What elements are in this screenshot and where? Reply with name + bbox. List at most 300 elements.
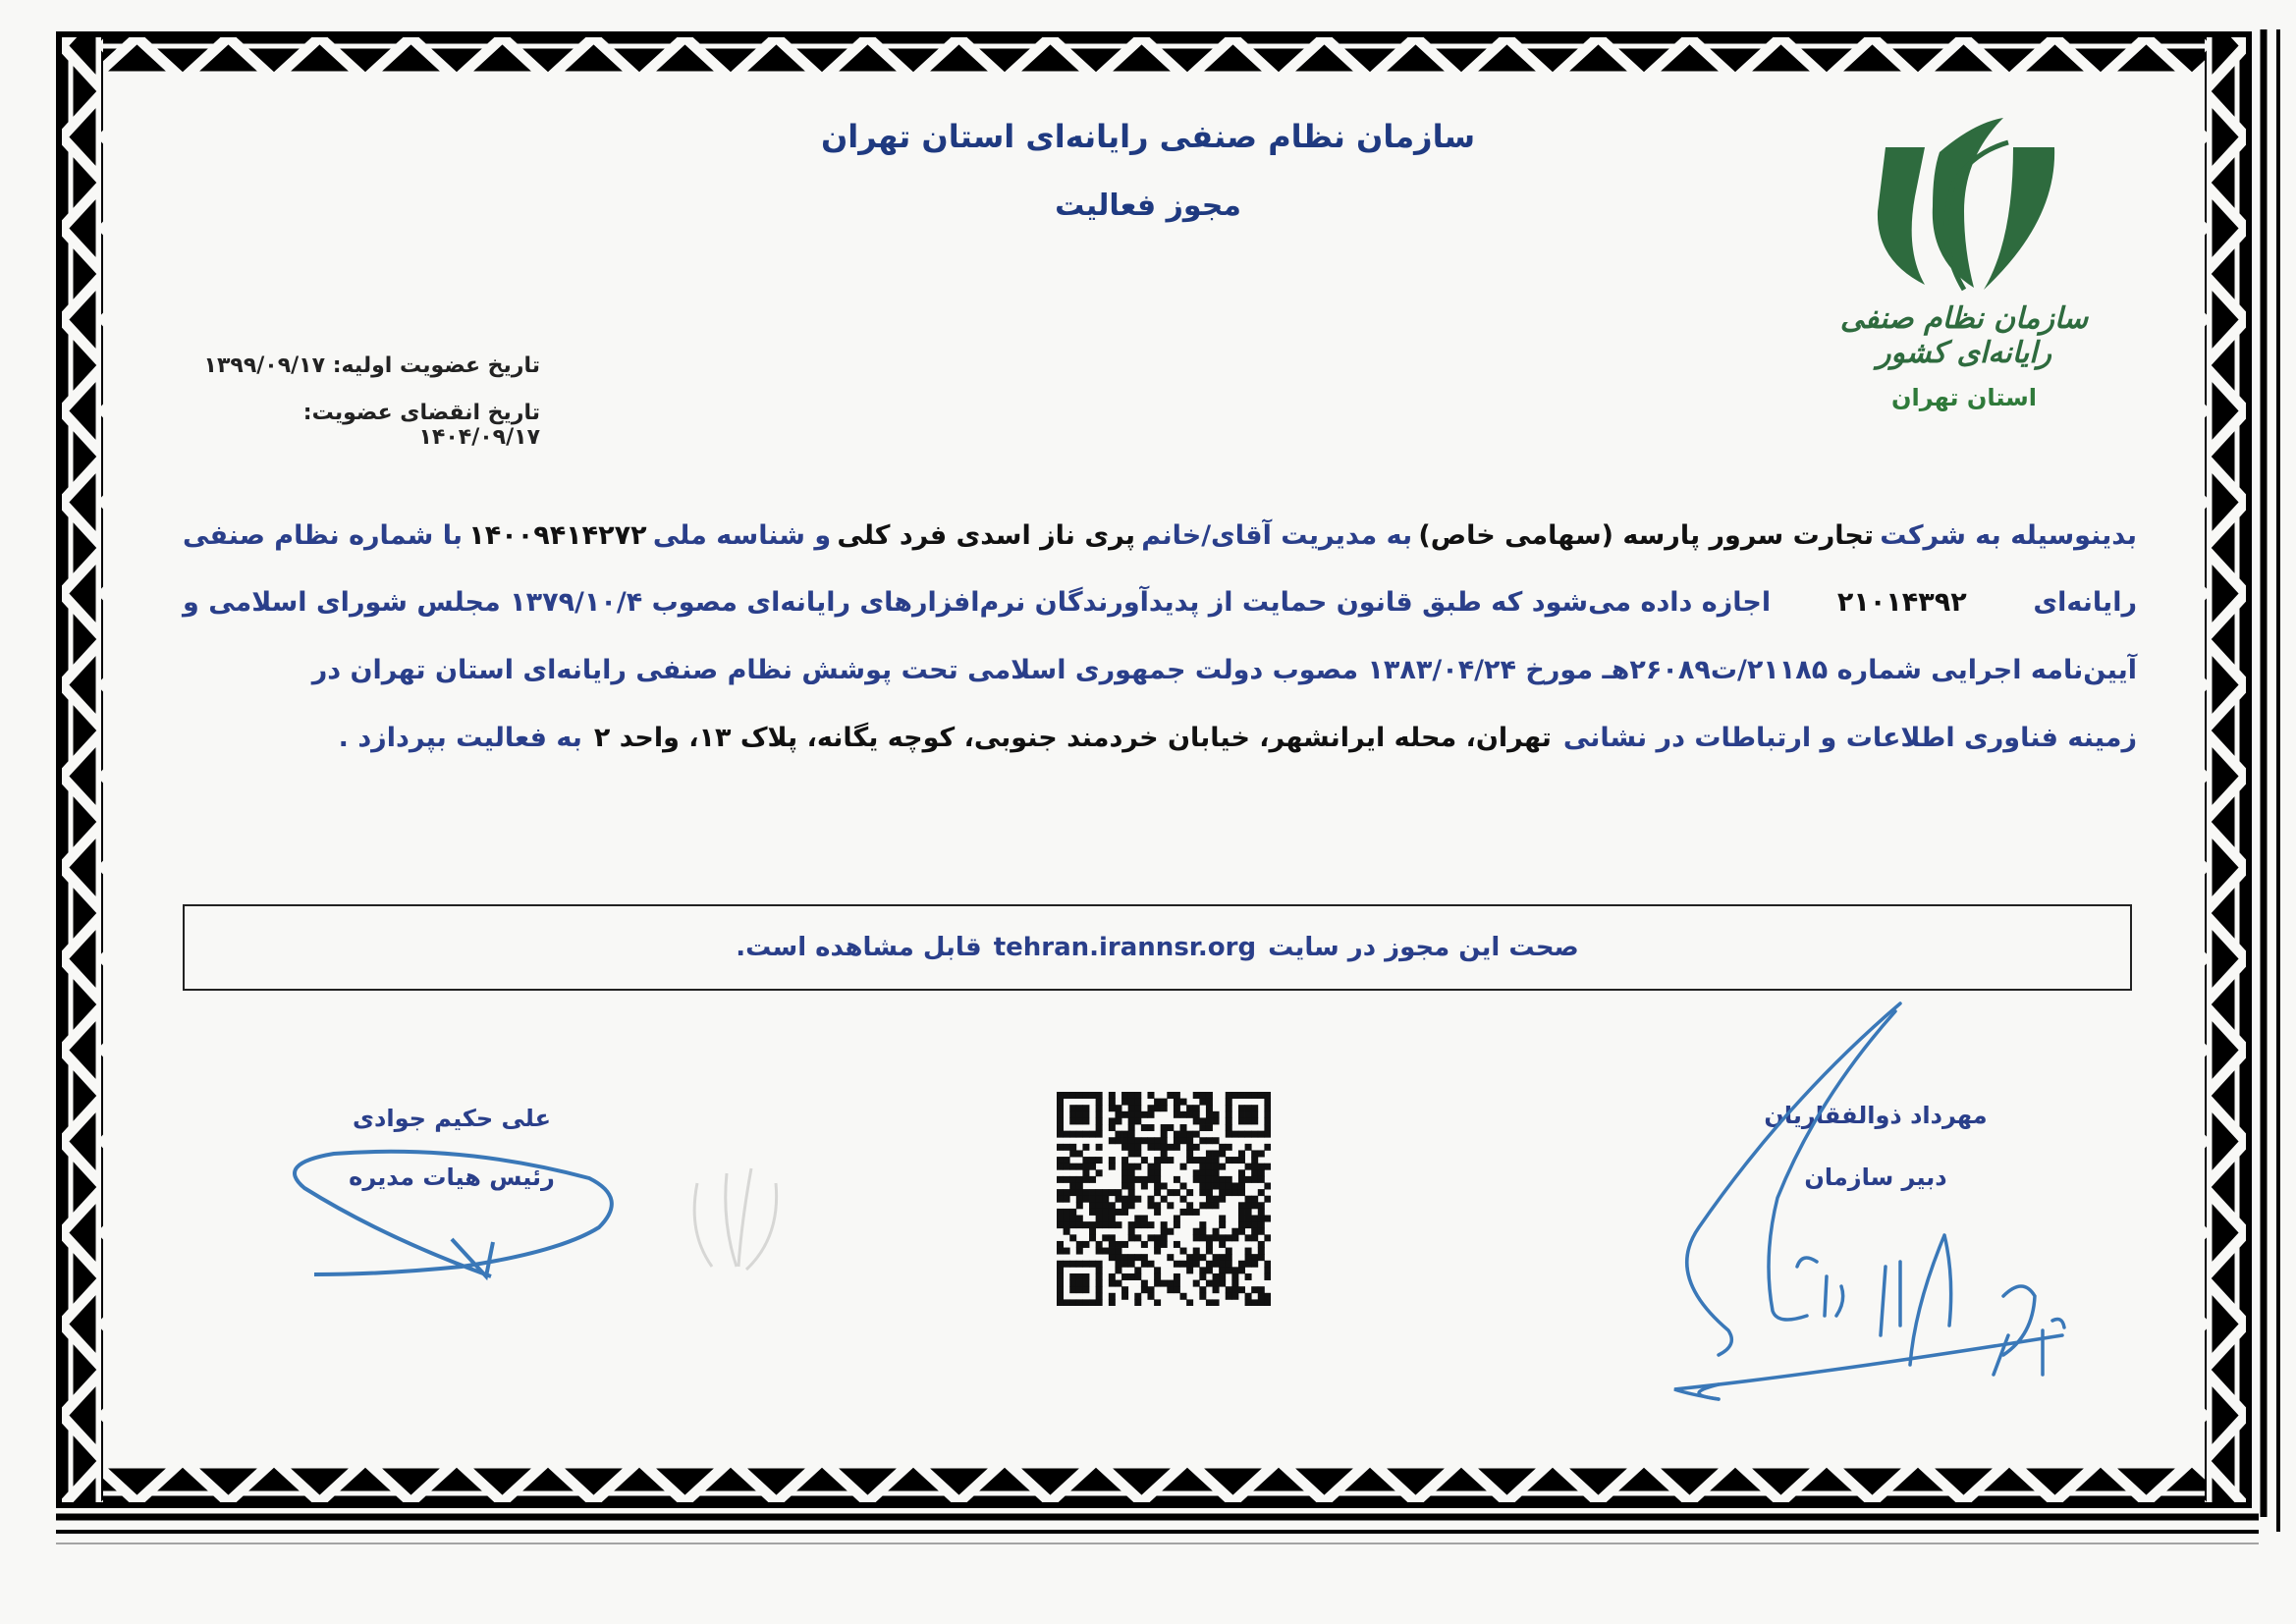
qr-module bbox=[1180, 1196, 1187, 1203]
qr-module bbox=[1082, 1261, 1089, 1268]
qr-module bbox=[1064, 1216, 1070, 1222]
qr-module bbox=[1213, 1228, 1220, 1235]
qr-module bbox=[1161, 1105, 1168, 1111]
qr-module bbox=[1064, 1228, 1070, 1235]
qr-module bbox=[1245, 1234, 1252, 1241]
qr-module bbox=[1219, 1221, 1226, 1228]
verification-prefix: صحت این مجوز در سایت bbox=[1268, 933, 1579, 962]
qr-module bbox=[1121, 1164, 1128, 1170]
qr-module bbox=[1226, 1144, 1232, 1151]
qr-module bbox=[1258, 1189, 1265, 1196]
qr-module bbox=[1258, 1131, 1265, 1138]
qr-module bbox=[1069, 1216, 1076, 1222]
qr-module bbox=[1141, 1137, 1148, 1144]
qr-module bbox=[1096, 1299, 1103, 1306]
qr-module bbox=[1219, 1261, 1226, 1268]
qr-module bbox=[1245, 1111, 1252, 1118]
qr-module bbox=[1096, 1144, 1103, 1151]
qr-module bbox=[1115, 1254, 1121, 1261]
qr-module bbox=[1251, 1164, 1258, 1170]
qr-module bbox=[1186, 1157, 1193, 1164]
qr-module bbox=[1134, 1150, 1141, 1157]
qr-module bbox=[1082, 1131, 1089, 1138]
qr-module bbox=[1082, 1221, 1089, 1228]
qr-module bbox=[1251, 1176, 1258, 1183]
qr-module bbox=[1115, 1241, 1121, 1248]
verification-website-link[interactable]: tehran.irannsr.org bbox=[993, 933, 1257, 962]
qr-module bbox=[1141, 1124, 1148, 1131]
qr-module bbox=[1206, 1157, 1213, 1164]
qr-module bbox=[1154, 1248, 1161, 1255]
qr-module bbox=[1206, 1099, 1213, 1106]
qr-module bbox=[1258, 1176, 1265, 1183]
logo-name: سازمان نظام صنفی رایانه‌ای کشور bbox=[1839, 301, 2089, 370]
qr-module bbox=[1199, 1267, 1206, 1273]
qr-module bbox=[1213, 1111, 1220, 1118]
qr-module bbox=[1102, 1221, 1109, 1228]
qr-module bbox=[1057, 1273, 1064, 1280]
qr-module bbox=[1199, 1176, 1206, 1183]
qr-module bbox=[1109, 1234, 1116, 1241]
qr-module bbox=[1109, 1293, 1116, 1300]
qr-module bbox=[1089, 1157, 1096, 1164]
qr-module bbox=[1213, 1182, 1220, 1189]
qr-module bbox=[1174, 1189, 1180, 1196]
qr-module bbox=[1096, 1216, 1103, 1222]
qr-module bbox=[1076, 1105, 1083, 1111]
qr-module bbox=[1134, 1299, 1141, 1306]
qr-module bbox=[1199, 1099, 1206, 1106]
qr-module bbox=[1251, 1254, 1258, 1261]
qr-module bbox=[1089, 1228, 1096, 1235]
qr-module bbox=[1057, 1105, 1064, 1111]
qr-module bbox=[1206, 1124, 1213, 1131]
qr-module bbox=[1199, 1117, 1206, 1124]
qr-module bbox=[1213, 1273, 1220, 1280]
qr-module bbox=[1096, 1111, 1103, 1118]
qr-module bbox=[1251, 1261, 1258, 1268]
qr-module bbox=[1258, 1299, 1265, 1306]
qr-module bbox=[1076, 1117, 1083, 1124]
qr-module bbox=[1064, 1176, 1070, 1183]
logo-province: استان تهران bbox=[1891, 384, 2037, 411]
qr-module bbox=[1128, 1234, 1135, 1241]
national-id: ۱۴۰۰۹۴۱۴۲۷۲ bbox=[468, 520, 647, 551]
qr-module bbox=[1258, 1254, 1265, 1261]
qr-module bbox=[1147, 1137, 1154, 1144]
qr-module bbox=[1174, 1105, 1180, 1111]
qr-module bbox=[1089, 1196, 1096, 1203]
qr-module bbox=[1147, 1221, 1154, 1228]
qr-module bbox=[1082, 1286, 1089, 1293]
qr-module bbox=[1219, 1254, 1226, 1261]
qr-module bbox=[1213, 1169, 1220, 1176]
qr-module bbox=[1258, 1241, 1265, 1248]
qr-module bbox=[1128, 1221, 1135, 1228]
qr-module bbox=[1121, 1111, 1128, 1118]
qr-module bbox=[1141, 1157, 1148, 1164]
qr-module bbox=[1154, 1157, 1161, 1164]
qr-module bbox=[1089, 1209, 1096, 1216]
qr-code[interactable] bbox=[1057, 1092, 1271, 1306]
qr-module bbox=[1128, 1099, 1135, 1106]
qr-module bbox=[1154, 1299, 1161, 1306]
qr-module bbox=[1206, 1092, 1213, 1099]
qr-module bbox=[1264, 1111, 1271, 1118]
qr-module bbox=[1147, 1111, 1154, 1118]
qr-module bbox=[1076, 1273, 1083, 1280]
qr-module bbox=[1199, 1221, 1206, 1228]
membership-expiry-date: ۱۴۰۴/۰۹/۱۷ bbox=[418, 425, 540, 450]
qr-module bbox=[1069, 1117, 1076, 1124]
qr-module bbox=[1213, 1286, 1220, 1293]
qr-module bbox=[1154, 1182, 1161, 1189]
qr-module bbox=[1238, 1286, 1245, 1293]
qr-module bbox=[1089, 1299, 1096, 1306]
qr-module bbox=[1193, 1176, 1200, 1183]
qr-module bbox=[1245, 1273, 1252, 1280]
qr-module bbox=[1186, 1137, 1193, 1144]
qr-module bbox=[1264, 1261, 1271, 1268]
body-text: به فعالیت بپردازد . bbox=[338, 723, 582, 753]
qr-module bbox=[1115, 1261, 1121, 1268]
qr-module bbox=[1141, 1176, 1148, 1183]
qr-module bbox=[1231, 1228, 1238, 1235]
qr-module bbox=[1102, 1234, 1109, 1241]
qr-module bbox=[1219, 1196, 1226, 1203]
qr-module bbox=[1141, 1182, 1148, 1189]
qr-module bbox=[1264, 1105, 1271, 1111]
qr-module bbox=[1213, 1196, 1220, 1203]
qr-module bbox=[1238, 1176, 1245, 1183]
qr-module bbox=[1057, 1267, 1064, 1273]
qr-module bbox=[1089, 1189, 1096, 1196]
membership-expiry bbox=[187, 401, 540, 450]
qr-module bbox=[1219, 1273, 1226, 1280]
qr-module bbox=[1064, 1221, 1070, 1228]
qr-module bbox=[1238, 1228, 1245, 1235]
qr-module bbox=[1076, 1241, 1083, 1248]
qr-module bbox=[1082, 1280, 1089, 1287]
qr-module bbox=[1245, 1221, 1252, 1228]
qr-module bbox=[1154, 1280, 1161, 1287]
qr-module bbox=[1076, 1202, 1083, 1209]
qr-module bbox=[1115, 1248, 1121, 1255]
qr-module bbox=[1186, 1144, 1193, 1151]
qr-module bbox=[1245, 1092, 1252, 1099]
qr-module bbox=[1076, 1092, 1083, 1099]
qr-module bbox=[1161, 1196, 1168, 1203]
qr-module bbox=[1115, 1189, 1121, 1196]
qr-module bbox=[1251, 1111, 1258, 1118]
qr-module bbox=[1167, 1202, 1174, 1209]
qr-module bbox=[1076, 1176, 1083, 1183]
qr-module bbox=[1154, 1241, 1161, 1248]
qr-module bbox=[1219, 1176, 1226, 1183]
qr-module bbox=[1121, 1209, 1128, 1216]
qr-module bbox=[1213, 1164, 1220, 1170]
membership-start bbox=[187, 353, 540, 378]
qr-module bbox=[1226, 1176, 1232, 1183]
qr-module bbox=[1069, 1280, 1076, 1287]
qr-module bbox=[1115, 1280, 1121, 1287]
qr-module bbox=[1264, 1182, 1271, 1189]
qr-module bbox=[1128, 1273, 1135, 1280]
qr-module bbox=[1180, 1137, 1187, 1144]
qr-module bbox=[1226, 1234, 1232, 1241]
qr-module bbox=[1096, 1157, 1103, 1164]
qr-module bbox=[1134, 1111, 1141, 1118]
qr-module bbox=[1128, 1144, 1135, 1151]
qr-module bbox=[1238, 1202, 1245, 1209]
qr-module bbox=[1264, 1234, 1271, 1241]
qr-module bbox=[1226, 1105, 1232, 1111]
qr-module bbox=[1069, 1111, 1076, 1118]
qr-module bbox=[1147, 1176, 1154, 1183]
qr-module bbox=[1193, 1261, 1200, 1268]
qr-module bbox=[1231, 1131, 1238, 1138]
qr-module bbox=[1264, 1267, 1271, 1273]
qr-module bbox=[1174, 1216, 1180, 1222]
qr-module bbox=[1154, 1176, 1161, 1183]
qr-module bbox=[1096, 1092, 1103, 1099]
qr-module bbox=[1141, 1241, 1148, 1248]
membership-start-label: تاریخ عضویت اولیه: bbox=[332, 353, 540, 378]
qr-module bbox=[1206, 1196, 1213, 1203]
qr-module bbox=[1134, 1117, 1141, 1124]
qr-module bbox=[1134, 1092, 1141, 1099]
body-line-1 bbox=[183, 520, 2137, 551]
qr-module bbox=[1154, 1144, 1161, 1151]
qr-module bbox=[1161, 1099, 1168, 1106]
qr-module bbox=[1154, 1273, 1161, 1280]
qr-module bbox=[1147, 1092, 1154, 1099]
qr-module bbox=[1057, 1221, 1064, 1228]
qr-module bbox=[1219, 1241, 1226, 1248]
qr-module bbox=[1128, 1092, 1135, 1099]
left-signature bbox=[265, 1129, 638, 1326]
qr-module bbox=[1154, 1164, 1161, 1170]
qr-module bbox=[1238, 1150, 1245, 1157]
qr-module bbox=[1193, 1234, 1200, 1241]
qr-module bbox=[1206, 1299, 1213, 1306]
qr-module bbox=[1109, 1189, 1116, 1196]
qr-module bbox=[1147, 1105, 1154, 1111]
qr-module bbox=[1258, 1221, 1265, 1228]
qr-module bbox=[1147, 1234, 1154, 1241]
qr-module bbox=[1226, 1286, 1232, 1293]
qr-module bbox=[1057, 1216, 1064, 1222]
qr-module bbox=[1109, 1157, 1116, 1164]
qr-module bbox=[1245, 1209, 1252, 1216]
qr-module bbox=[1199, 1169, 1206, 1176]
qr-module bbox=[1121, 1196, 1128, 1203]
qr-module bbox=[1121, 1144, 1128, 1151]
body-text: اجازه داده می‌شود که طبق قانون حمایت از پدیدآورندگان نرم‌افزارهای رایانه‌ای مصوب ۱۳۷۹/۱۰/۴ مجلس شورای اسلامی و bbox=[183, 587, 1772, 618]
qr-module bbox=[1180, 1124, 1187, 1131]
qr-module bbox=[1082, 1111, 1089, 1118]
qr-module bbox=[1193, 1169, 1200, 1176]
body-text: با شماره نظام صنفی bbox=[183, 520, 464, 551]
qr-module bbox=[1082, 1169, 1089, 1176]
qr-module bbox=[1134, 1293, 1141, 1300]
qr-module bbox=[1096, 1267, 1103, 1273]
body-text: و شناسه ملی bbox=[652, 520, 832, 551]
qr-module bbox=[1186, 1267, 1193, 1273]
body-text: بدینوسیله به شرکت bbox=[1880, 520, 2137, 551]
qr-module bbox=[1180, 1164, 1187, 1170]
qr-module bbox=[1057, 1099, 1064, 1106]
qr-module bbox=[1069, 1164, 1076, 1170]
qr-module bbox=[1199, 1157, 1206, 1164]
qr-module bbox=[1251, 1202, 1258, 1209]
qr-module bbox=[1258, 1228, 1265, 1235]
qr-module bbox=[1258, 1164, 1265, 1170]
qr-module bbox=[1096, 1286, 1103, 1293]
qr-module bbox=[1082, 1273, 1089, 1280]
qr-module bbox=[1258, 1169, 1265, 1176]
qr-module bbox=[1213, 1261, 1220, 1268]
qr-module bbox=[1082, 1196, 1089, 1203]
qr-module bbox=[1121, 1131, 1128, 1138]
qr-module bbox=[1245, 1299, 1252, 1306]
qr-module bbox=[1264, 1196, 1271, 1203]
qr-module bbox=[1161, 1228, 1168, 1235]
qr-module bbox=[1115, 1196, 1121, 1203]
qr-module bbox=[1193, 1092, 1200, 1099]
qr-module bbox=[1251, 1150, 1258, 1157]
qr-module bbox=[1238, 1267, 1245, 1273]
qr-module bbox=[1238, 1157, 1245, 1164]
qr-module bbox=[1115, 1105, 1121, 1111]
qr-module bbox=[1245, 1261, 1252, 1268]
qr-module bbox=[1128, 1131, 1135, 1138]
qr-module bbox=[1096, 1273, 1103, 1280]
qr-module bbox=[1199, 1182, 1206, 1189]
qr-module bbox=[1057, 1111, 1064, 1118]
qr-module bbox=[1109, 1216, 1116, 1222]
qr-module bbox=[1213, 1150, 1220, 1157]
qr-module bbox=[1245, 1105, 1252, 1111]
qr-module bbox=[1141, 1280, 1148, 1287]
qr-module bbox=[1226, 1182, 1232, 1189]
qr-module bbox=[1096, 1248, 1103, 1255]
qr-module bbox=[1057, 1241, 1064, 1248]
qr-module bbox=[1076, 1150, 1083, 1157]
qr-module bbox=[1213, 1137, 1220, 1144]
qr-module bbox=[1245, 1131, 1252, 1138]
qr-module bbox=[1226, 1248, 1232, 1255]
qr-module bbox=[1245, 1117, 1252, 1124]
qr-module bbox=[1089, 1261, 1096, 1268]
qr-module bbox=[1231, 1189, 1238, 1196]
qr-module bbox=[1096, 1293, 1103, 1300]
qr-module bbox=[1231, 1234, 1238, 1241]
qr-module bbox=[1096, 1105, 1103, 1111]
qr-module bbox=[1115, 1267, 1121, 1273]
qr-module bbox=[1057, 1286, 1064, 1293]
qr-module bbox=[1258, 1286, 1265, 1293]
qr-module bbox=[1115, 1221, 1121, 1228]
qr-module bbox=[1147, 1293, 1154, 1300]
qr-module bbox=[1102, 1189, 1109, 1196]
qr-module bbox=[1121, 1202, 1128, 1209]
qr-module bbox=[1069, 1286, 1076, 1293]
qr-module bbox=[1096, 1131, 1103, 1138]
company-name: تجارت سرور پارسه (سهامی خاص) bbox=[1418, 520, 1874, 551]
qr-module bbox=[1206, 1111, 1213, 1118]
qr-module bbox=[1258, 1248, 1265, 1255]
qr-module bbox=[1121, 1261, 1128, 1268]
qr-module bbox=[1134, 1137, 1141, 1144]
qr-module bbox=[1096, 1117, 1103, 1124]
qr-module bbox=[1245, 1248, 1252, 1255]
qr-module bbox=[1206, 1261, 1213, 1268]
verification-notice bbox=[183, 904, 2132, 991]
qr-module bbox=[1186, 1150, 1193, 1157]
qr-module bbox=[1258, 1209, 1265, 1216]
qr-module bbox=[1069, 1144, 1076, 1151]
qr-module bbox=[1186, 1131, 1193, 1138]
qr-module bbox=[1147, 1169, 1154, 1176]
qr-module bbox=[1147, 1202, 1154, 1209]
qr-module bbox=[1057, 1248, 1064, 1255]
qr-module bbox=[1226, 1131, 1232, 1138]
qr-module bbox=[1128, 1117, 1135, 1124]
qr-module bbox=[1076, 1280, 1083, 1287]
qr-module bbox=[1174, 1176, 1180, 1183]
qr-module bbox=[1161, 1241, 1168, 1248]
qr-module bbox=[1264, 1092, 1271, 1099]
qr-module bbox=[1057, 1176, 1064, 1183]
left-signatory-title: رئیس هیات مدیره bbox=[349, 1164, 555, 1191]
qr-module bbox=[1121, 1254, 1128, 1261]
qr-module bbox=[1213, 1117, 1220, 1124]
qr-module bbox=[1064, 1261, 1070, 1268]
qr-module bbox=[1264, 1273, 1271, 1280]
qr-module bbox=[1251, 1105, 1258, 1111]
body-text: رایانه‌ای bbox=[2033, 587, 2137, 618]
qr-module bbox=[1206, 1105, 1213, 1111]
qr-module bbox=[1245, 1293, 1252, 1300]
qr-module bbox=[1251, 1299, 1258, 1306]
qr-module bbox=[1064, 1299, 1070, 1306]
qr-module bbox=[1226, 1111, 1232, 1118]
qr-module bbox=[1258, 1150, 1265, 1157]
qr-module bbox=[1064, 1209, 1070, 1216]
qr-module bbox=[1238, 1182, 1245, 1189]
qr-module bbox=[1109, 1299, 1116, 1306]
watermark-logo-icon bbox=[668, 1144, 815, 1291]
qr-module bbox=[1141, 1286, 1148, 1293]
qr-module bbox=[1193, 1254, 1200, 1261]
qr-module bbox=[1096, 1202, 1103, 1209]
qr-module bbox=[1174, 1092, 1180, 1099]
qr-module bbox=[1128, 1189, 1135, 1196]
qr-module bbox=[1082, 1241, 1089, 1248]
qr-module bbox=[1069, 1092, 1076, 1099]
qr-module bbox=[1128, 1261, 1135, 1268]
qr-module bbox=[1206, 1234, 1213, 1241]
left-signatory-name: علی حکیم جوادی bbox=[353, 1105, 551, 1132]
qr-module bbox=[1128, 1196, 1135, 1203]
qr-module bbox=[1251, 1117, 1258, 1124]
qr-module bbox=[1186, 1209, 1193, 1216]
qr-module bbox=[1180, 1111, 1187, 1118]
qr-module bbox=[1161, 1150, 1168, 1157]
qr-module bbox=[1251, 1216, 1258, 1222]
qr-module bbox=[1096, 1099, 1103, 1106]
